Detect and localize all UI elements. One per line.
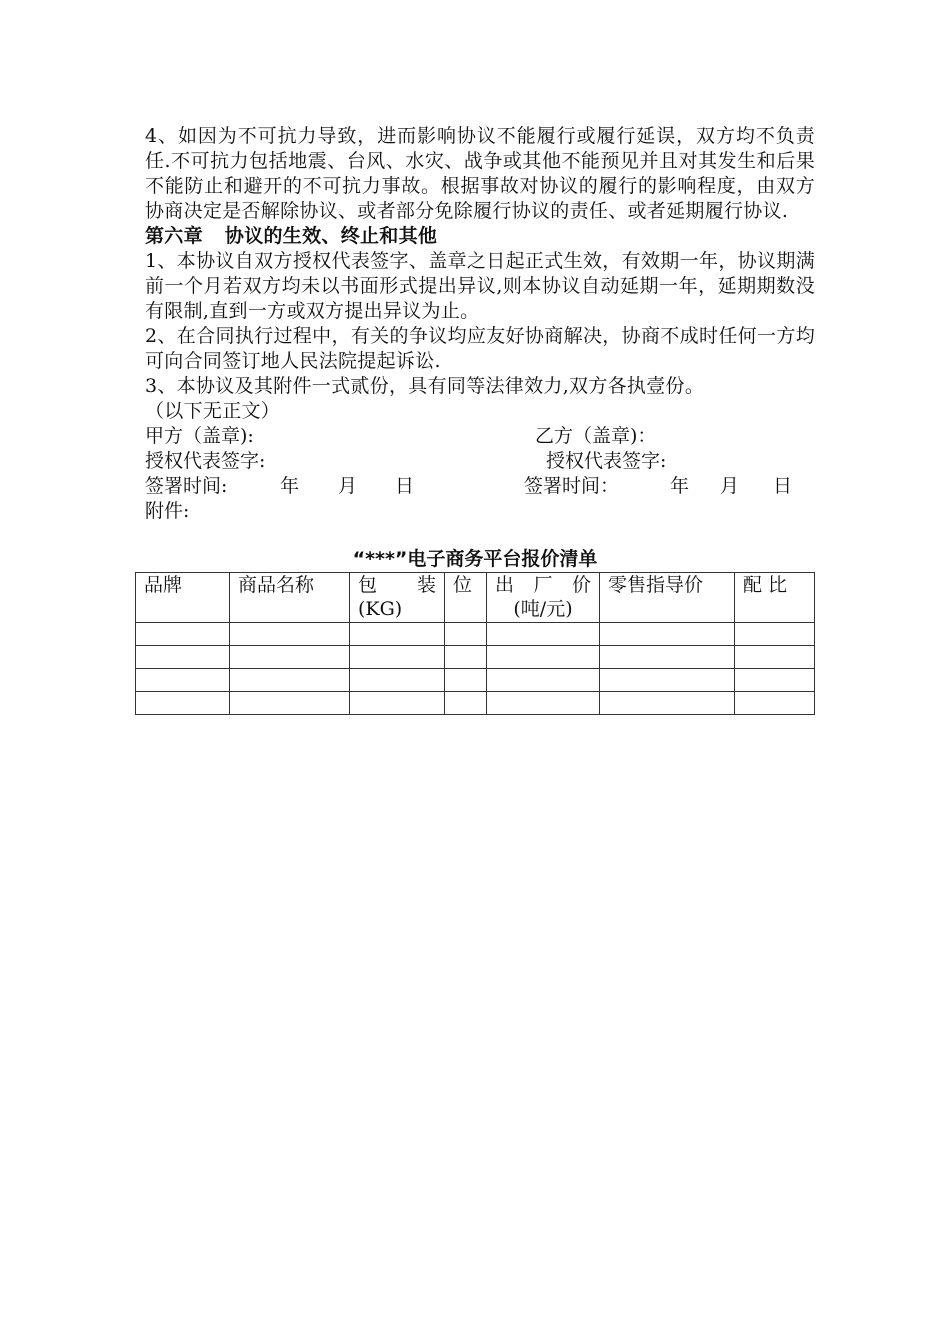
party-a-label: 甲方（盖章):: [145, 425, 254, 447]
table-cell: [735, 692, 815, 715]
header-brand: 品牌: [136, 573, 230, 623]
force-majeure-clause: 4、如因为不可抗力导致，进而影响协议不能履行或履行延误，双方均不负责任.不可抗力包括地震、台风、水灾、战争或其他不能预见并且对其发生和后果不能防止和避开的不可抗力事故。根据事故对协议的履行的影响程度，由双方协商决定是否解除协议、或者部分免除履行协议的责任、或者延期履行协议.: [145, 125, 815, 222]
date-a-day: 日: [395, 475, 415, 497]
header-factory-unit: (吨/元): [513, 598, 573, 620]
attachment-row: [145, 499, 815, 524]
party-b-label: 乙方（盖章)：: [535, 425, 657, 447]
table-cell: [487, 692, 600, 715]
table-cell: [350, 669, 445, 692]
header-factory-price: [487, 573, 600, 623]
header-product-name: 商品名称: [230, 573, 350, 623]
date-a-label: 签署时间:: [145, 475, 228, 497]
table-cell: [230, 646, 350, 669]
table-cell: [445, 669, 487, 692]
table-cell: [600, 646, 735, 669]
date-a-month: 月: [338, 475, 358, 497]
table-cell: [487, 646, 600, 669]
table-cell: [445, 646, 487, 669]
clause-2: 2、在合同执行过程中，有关的争议均应友好协商解决，协商不成时任何一方均可向合同签订地人民法院提起诉讼.: [145, 325, 815, 372]
table-cell: [136, 669, 230, 692]
no-more-text: （以下无正文）: [145, 400, 281, 422]
date-b-label: 签署时间：: [524, 475, 620, 497]
table-cell: [350, 623, 445, 646]
table-cell: [230, 623, 350, 646]
table-row: [136, 669, 815, 692]
representative-row: [145, 449, 815, 474]
table-cell: [600, 623, 735, 646]
table-cell: [735, 669, 815, 692]
chapter-title: 协议的生效、终止和其他: [224, 225, 438, 247]
header-retail-price: 零售指导价: [600, 573, 735, 623]
header-factory-c: 价: [571, 574, 591, 596]
table-cell: [350, 646, 445, 669]
header-package-a: 包: [358, 574, 378, 596]
rep-b-label: 授权代表签字:: [546, 450, 667, 472]
table-cell: [230, 692, 350, 715]
table-cell: [735, 623, 815, 646]
party-row: [145, 424, 815, 449]
date-b-day: 日: [773, 475, 793, 497]
chapter-heading: [145, 224, 815, 249]
clause-3: 3、本协议及其附件一式贰份，具有同等法律效力,双方各执壹份。: [145, 375, 705, 397]
table-title: “***”电子商务平台报价清单: [352, 548, 598, 570]
header-package: [350, 573, 445, 623]
quote-table: [135, 572, 815, 715]
rep-a-label: 授权代表签字:: [145, 450, 266, 472]
table-row: [136, 623, 815, 646]
date-b-month: 月: [720, 475, 740, 497]
header-factory-b: 厂: [533, 574, 553, 596]
table-cell: [136, 646, 230, 669]
clause-1: 1、本协议自双方授权代表签字、盖章之日起正式生效，有效期一年，协议期满前一个月若双方均未以书面形式提出异议,则本协议自动延期一年，延期期数没有限制,直到一方或双方提出异议为止。: [145, 250, 815, 322]
header-package-unit: (KG): [358, 598, 403, 620]
table-cell: [735, 646, 815, 669]
table-cell: [487, 669, 600, 692]
table-row: [136, 646, 815, 669]
table-row: [136, 692, 815, 715]
date-b-year: 年: [670, 475, 690, 497]
table-cell: [600, 692, 735, 715]
table-cell: [445, 692, 487, 715]
chapter-number: 第六章: [145, 225, 203, 247]
header-package-b: 装: [416, 574, 436, 596]
table-cell: [230, 669, 350, 692]
table-cell: [136, 692, 230, 715]
header-factory-a: 出: [495, 574, 515, 596]
table-cell: [600, 669, 735, 692]
header-unit: 位: [445, 573, 487, 623]
attachment-label: 附件:: [145, 500, 190, 522]
table-cell: [136, 623, 230, 646]
date-row: [145, 474, 815, 499]
header-ratio: 配 比: [735, 573, 815, 623]
date-a-year: 年: [280, 475, 300, 497]
table-cell: [487, 623, 600, 646]
table-cell: [350, 692, 445, 715]
table-header-row: [136, 573, 815, 623]
document-body: [145, 124, 815, 524]
table-cell: [445, 623, 487, 646]
